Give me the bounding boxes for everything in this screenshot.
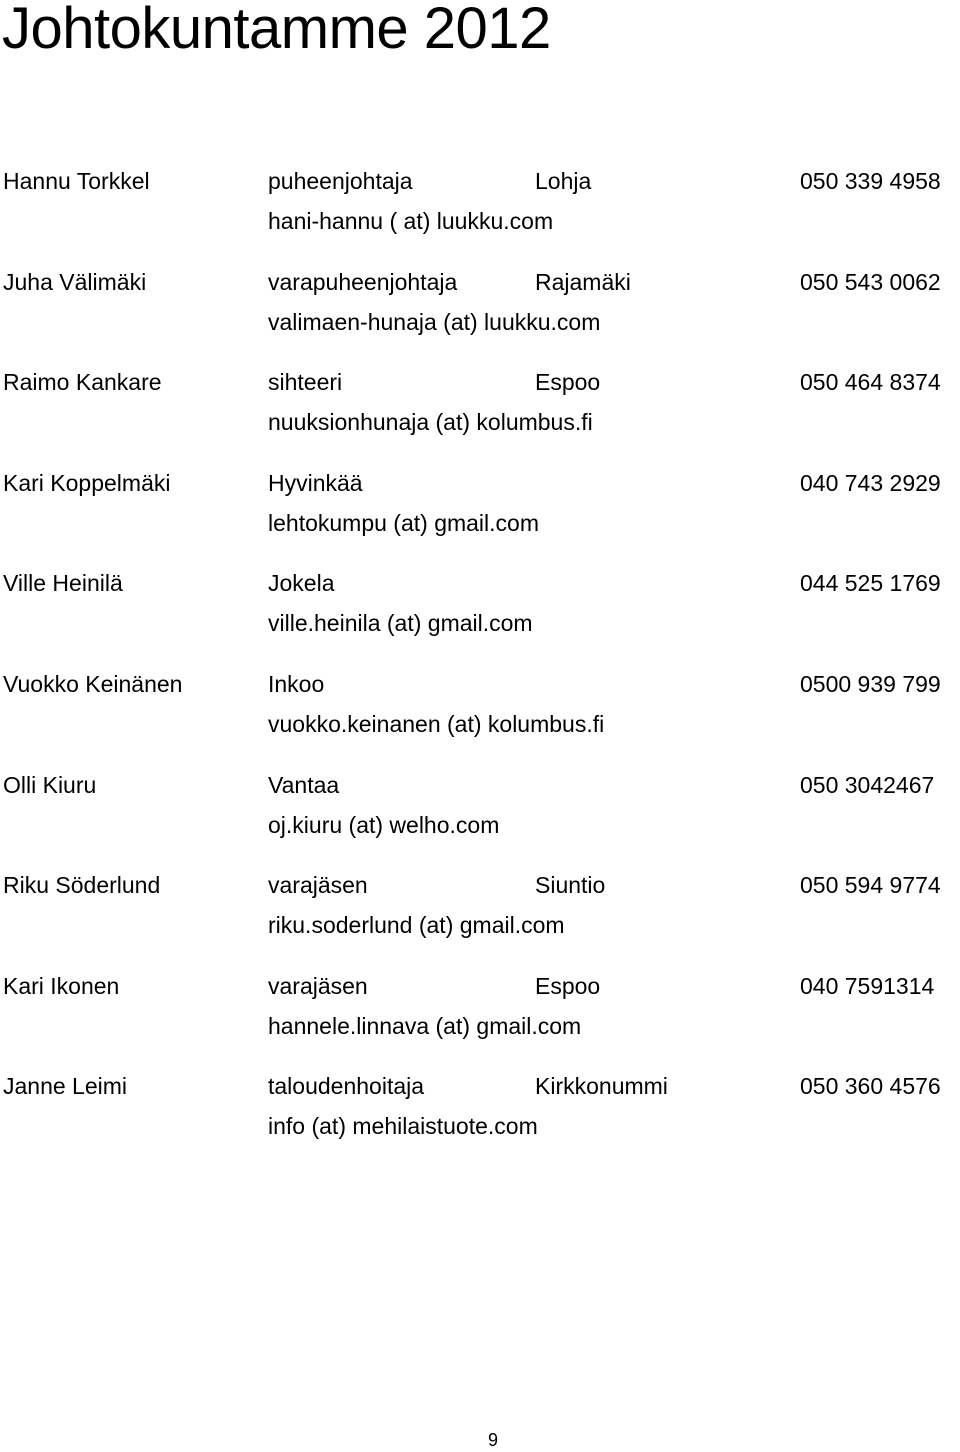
member-email: info (at) mehilaistuote.com xyxy=(268,1113,538,1140)
member-entry xyxy=(0,866,960,967)
member-entry xyxy=(0,1067,960,1168)
member-entry xyxy=(0,564,960,665)
member-phone: 0500 939 799 xyxy=(800,670,941,697)
member-phone: 050 339 4958 xyxy=(800,168,941,194)
member-role: sihteeri xyxy=(268,369,343,396)
member-entry xyxy=(0,464,960,565)
member-email: riku.soderlund (at) gmail.com xyxy=(268,912,565,939)
member-city: Kirkkonummi xyxy=(535,1073,668,1100)
member-email: nuuksionhunaja (at) kolumbus.fi xyxy=(268,409,593,436)
member-name: Juha Välimäki xyxy=(3,268,147,295)
board-member-list xyxy=(0,162,960,1168)
member-city: Rajamäki xyxy=(535,268,631,295)
page-number: 9 xyxy=(487,1430,498,1450)
member-email: ville.heinila (at) gmail.com xyxy=(268,610,533,637)
member-name: Janne Leimi xyxy=(3,1073,128,1100)
member-city: Lohja xyxy=(535,168,592,194)
member-name: Kari Koppelmäki xyxy=(3,469,171,496)
member-phone: 050 543 0062 xyxy=(800,268,941,295)
member-role: puheenjohtaja xyxy=(268,168,413,194)
member-name: Riku Söderlund xyxy=(3,872,161,899)
member-role: taloudenhoitaja xyxy=(268,1073,425,1100)
member-city: Espoo xyxy=(535,972,601,999)
page-title: Johtokuntamme 2012 xyxy=(2,0,551,61)
member-phone: 050 464 8374 xyxy=(800,369,941,396)
member-role: Vantaa xyxy=(268,771,340,798)
member-name: Vuokko Keinänen xyxy=(3,670,183,697)
member-phone: 050 594 9774 xyxy=(800,872,941,899)
member-entry xyxy=(0,967,960,1068)
member-phone: 040 7591314 xyxy=(800,972,935,999)
member-phone: 040 743 2929 xyxy=(800,469,941,496)
member-email: valimaen-hunaja (at) luukku.com xyxy=(268,308,601,335)
member-name: Raimo Kankare xyxy=(3,369,162,396)
member-name: Kari Ikonen xyxy=(3,972,120,999)
member-email: hani-hannu ( at) luukku.com xyxy=(268,208,554,234)
member-phone: 044 525 1769 xyxy=(800,570,941,597)
member-entry xyxy=(0,363,960,464)
member-email: hannele.linnava (at) gmail.com xyxy=(268,1012,582,1039)
member-email: oj.kiuru (at) welho.com xyxy=(268,811,500,838)
member-role: Hyvinkää xyxy=(268,469,363,496)
member-city: Siuntio xyxy=(535,872,606,899)
member-email: lehtokumpu (at) gmail.com xyxy=(268,509,539,536)
member-name: Ville Heinilä xyxy=(3,570,123,597)
member-role: varajäsen xyxy=(268,972,368,999)
member-role: Inkoo xyxy=(268,670,325,697)
member-phone: 050 360 4576 xyxy=(800,1073,941,1100)
member-entry xyxy=(0,263,960,364)
member-entry xyxy=(0,665,960,766)
member-role: varajäsen xyxy=(268,872,368,899)
member-name: Olli Kiuru xyxy=(3,771,97,798)
member-phone: 050 3042467 xyxy=(800,771,935,798)
member-entry xyxy=(0,766,960,867)
member-city: Espoo xyxy=(535,369,601,396)
member-name: Hannu Torkkel xyxy=(3,168,150,194)
member-role: varapuheenjohtaja xyxy=(268,268,458,295)
member-role: Jokela xyxy=(268,570,335,597)
member-email: vuokko.keinanen (at) kolumbus.fi xyxy=(268,710,605,737)
member-entry xyxy=(0,162,960,263)
